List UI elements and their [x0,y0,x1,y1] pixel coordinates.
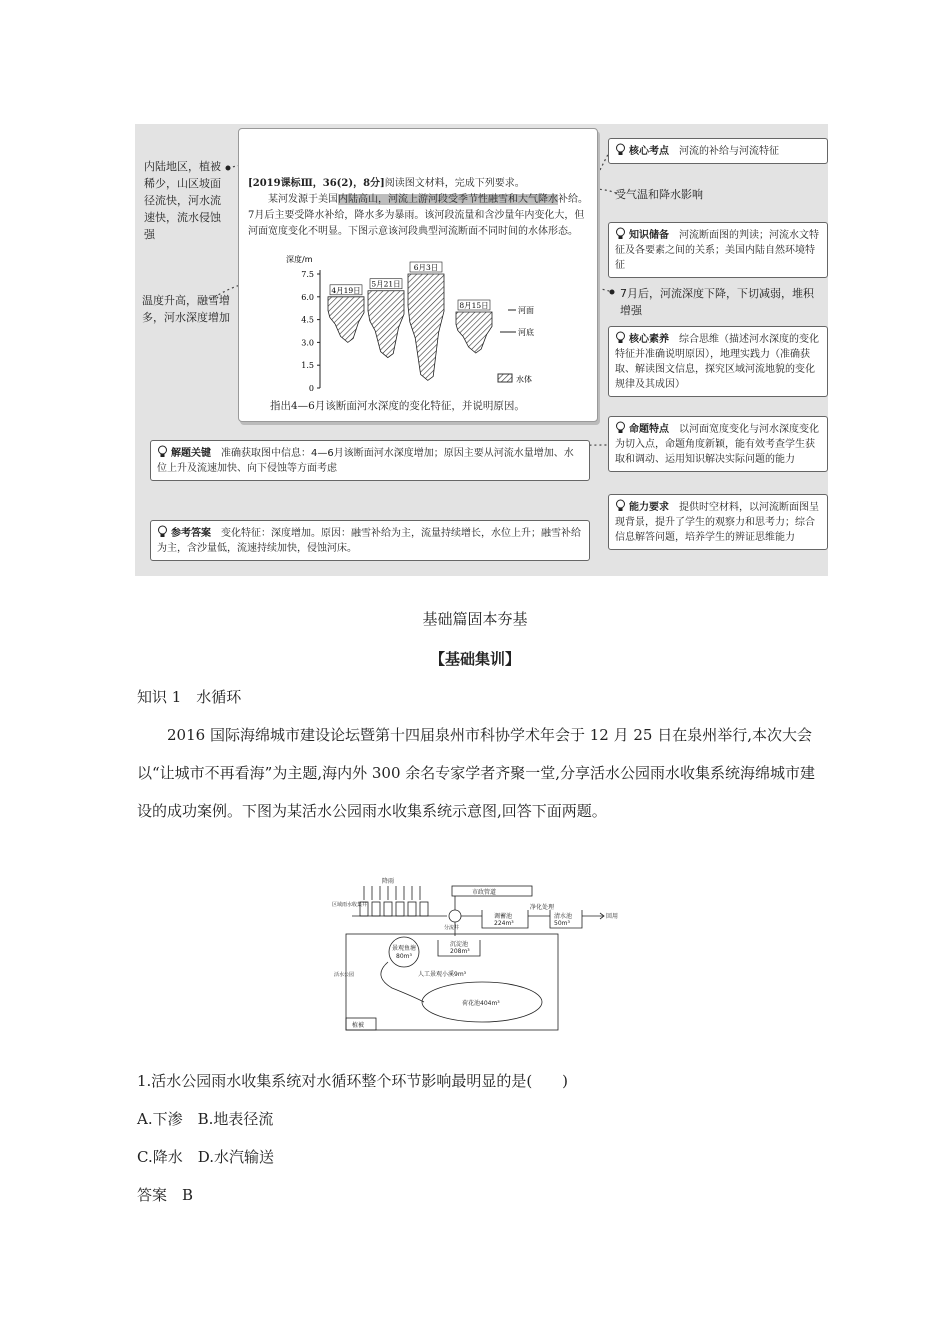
y-tick-label: 7.5 [301,270,314,279]
lightbulb-icon [615,143,626,156]
options-line-2[interactable]: C.降水 D.水汽输送 [137,1148,274,1166]
lightbulb-icon [615,421,626,434]
river-section-chart [280,252,580,392]
y-tick-label: 1.5 [301,361,314,371]
y-tick-label: 3.0 [301,338,314,348]
diagram-tank-vol: 224m³ [494,920,514,927]
knowledge-heading: 知识 1 水循环 [137,688,242,706]
question-lead: 阅读图文材料，完成下列要求。 [384,178,525,189]
legend-water: 水体 [516,375,532,384]
lightbulb-icon [615,227,626,240]
box-kaodian-text: 河流的补给与河流特征 [679,146,779,157]
date-label: 5月21日 [371,279,401,289]
question-1: 1.活水公园雨水收集系统对水循环整个环节影响最明显的是( ) [137,1072,569,1090]
diagram-settle-vol: 208m³ [450,948,470,955]
box-suyang-title: 核心素养 [629,334,669,345]
box-zhishi [608,222,828,278]
date-label: 6月3日 [413,263,439,272]
question-text [248,176,593,240]
section-shape [328,297,364,343]
options-line-1[interactable]: A.下渗 B.地表径流 [137,1110,274,1128]
box-tedian-text: 以河面宽度变化与河水深度变化为切入点，命题角度新颖，能有效考查学生获取和调动、运用知识解决实际问题的能力 [615,424,819,465]
diagram-fish-vol: 80m³ [396,953,412,960]
section-title: 基础篇固本夯基 [422,610,528,628]
intro-paragraph: 2016 国际海绵城市建设论坛暨第十四届泉州市科协学术年会于 12 月 25 日在泉州举行,本次大会以“让城市不再看海”为主题,海内外 300 余名专家学者齐聚一堂,分享活水公园雨水收集系统海绵城市建设的成功案例。下图为某活水公园雨水收集系统示意图,回答下面两题。 [137,726,816,820]
y-tick-label: 6.0 [301,292,314,302]
question-source: [2019课标Ⅲ，36(2)，8分] [248,178,385,189]
box-daan-title: 参考答案 [171,528,211,539]
question-highlight: 内陆高山，河流上游河段受季节性融雪和大气降水 [338,194,558,205]
diagram-pipe: 市政管道 [472,889,497,896]
lightbulb-icon [157,445,168,458]
chart-legend [498,306,534,384]
diagram-split: 分流井 [444,925,460,931]
left-note-1: 内陆地区，植被稀少，山区坡面径流快，河水流速快，流水侵蚀强 [144,160,221,241]
box-tedian-title: 命题特点 [629,424,669,435]
right-note-july: 7月后，河流深度下降，下切减弱，堆积增强 [620,287,814,317]
subsection-title: 【基础集训】 [429,650,520,668]
box-kaodian [608,138,828,164]
box-daan [150,520,590,561]
diagram-park: 活水公园 [334,972,355,978]
lightbulb-icon [157,525,168,538]
rain-arrows [364,886,420,900]
diagram-reuse: 回用 [606,913,619,920]
section-shape [408,274,444,380]
y-tick-label: 4.5 [301,315,314,325]
lightbulb-icon [615,331,626,344]
question-body-start: 某河发源于美国 [268,194,338,205]
y-tick-label: 0 [308,384,314,392]
section-shape [456,312,492,353]
box-nengli [608,494,828,550]
legend-water-swatch [498,374,512,382]
box-zhishi-text: 河流断面图的判读；河流水文特征及各要素之间的关系；美国内陆自然环境特征 [615,230,819,271]
section-shape [368,291,404,358]
left-note-2: 温度升高，融雪增多，河水深度增加 [142,294,230,324]
date-label: 4月19日 [331,285,361,295]
rainwater-system-diagram [332,876,622,1034]
diagram-rain: 降雨 [382,878,395,885]
creek-path [381,962,424,1002]
box-nengli-text: 提供时空材料，以河流断面图呈现背景，提升了学生的观察力和思考力；综合信息解答问题，培养学生的辨证思维能力 [615,502,819,543]
diagram-plant: 植被 [352,1022,365,1029]
box-suyang [608,326,828,397]
chart-series [328,262,492,380]
diagram-lotus: 荷花池404m³ [462,1000,500,1007]
question-body-end: 补给。7月后主要受降水补给，降水多为暴雨。该河段流量和含沙量年内变化大，但河面宽度变化不明显。下图示意该河段典型河流断面不同时间的水体形态。 [248,194,588,237]
split-well [449,910,461,922]
box-suyang-text: 综合思维（描述河水深度的变化特征并准确说明原因），地理实践力（准确获取、解读图文信息，探究区域河流地貌的变化规律及其成因） [615,334,819,390]
box-zhishi-title: 知识储备 [629,230,669,241]
legend-bed: 河底 [518,328,534,337]
right-note-temp: 受气温和降水影响 [615,188,703,201]
y-ticks [301,270,320,392]
legend-surface: 河面 [518,306,534,315]
lightbulb-icon [615,499,626,512]
box-jieti [150,440,590,481]
diagram-tank: 调蓄池 [494,913,513,920]
diagram-clean: 清水池 [554,913,573,920]
date-label: 8月15日 [459,301,489,310]
answer-line: 答案 B [137,1186,194,1204]
diagram-clean-vol: 50m³ [554,920,570,927]
box-nengli-title: 能力要求 [629,502,669,513]
box-kaodian-title: 核心考点 [629,146,669,157]
box-daan-text: 变化特征：深度增加。原因：融雪补给为主，流量持续增长，水位上升；融雪补给为主，含沙量低，流速持续加快，侵蚀河床。 [157,528,581,554]
diagram-settle: 沉淀池 [450,941,469,948]
box-jieti-text: 准确获取图中信息：4—6月该断面河水深度增加；原因主要从河流水量增加、水位上升及流速加快、向下侵蚀等方面考虑 [157,448,574,474]
diagram-fish: 景观鱼塘 [392,945,417,952]
question-task: 指出4—6月该断面河水深度的变化特征，并说明原因。 [270,400,525,412]
y-axis-label: 深度/m [286,255,313,264]
fish-pond [389,937,419,967]
diagram-collect: 区域雨水收集井 [332,902,368,908]
diagram-purify: 净化处理 [530,904,555,911]
box-tedian [608,416,828,472]
diagram-creek: 人工景观小溪9m³ [418,971,467,978]
box-jieti-title: 解题关键 [171,448,211,459]
